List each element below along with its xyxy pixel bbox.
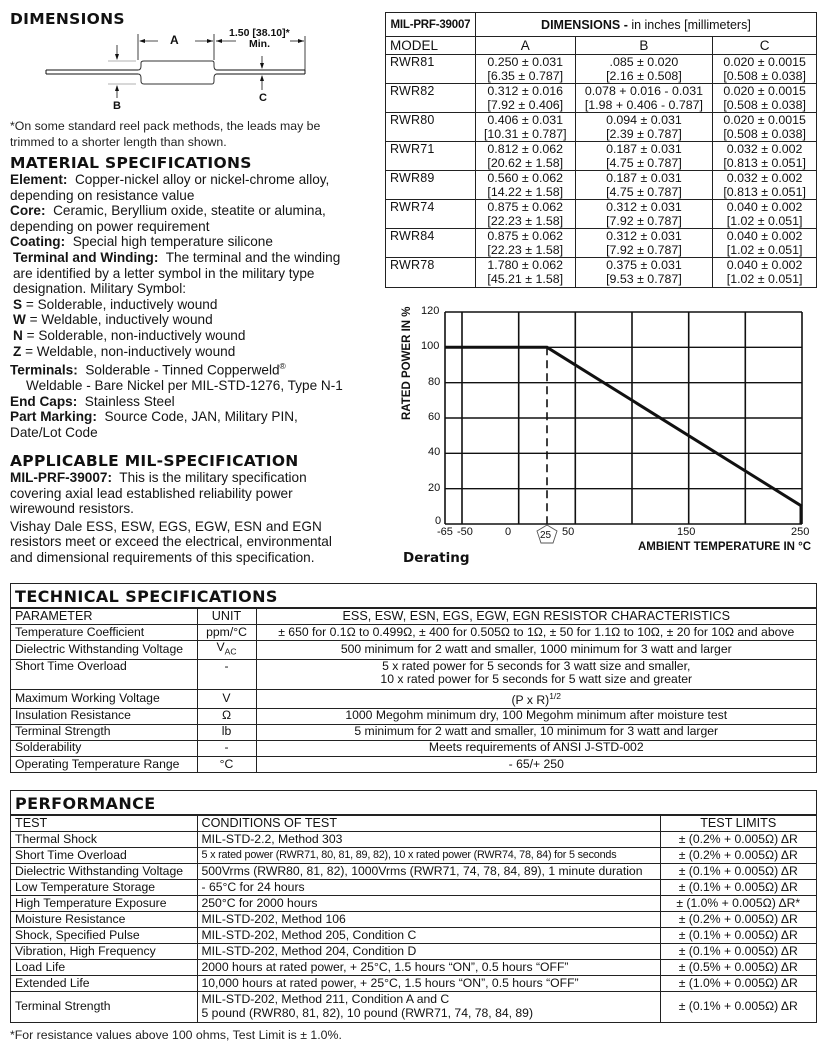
terminal-winding-value: The terminal and the winding (165, 249, 341, 265)
value-superscript: 1/2 (549, 690, 562, 701)
dim-mm: [0.508 ± 0.038] (723, 68, 806, 83)
part-marking-cont: Date/Lot Code (10, 425, 98, 441)
dim-inches: 0.312 ± 0.031 (606, 200, 682, 214)
dim-c-cell (713, 55, 817, 84)
dim-mm: [22.23 ± 1.58] (487, 242, 564, 257)
material-specs-body (10, 172, 380, 441)
condition-cell: MIL-STD-2.2, Method 303 (197, 832, 660, 848)
dim-label-lead-min: Min. (249, 38, 270, 50)
test-cell: Short Time Overload (11, 848, 197, 864)
x-tick: 0 (505, 526, 512, 538)
model-cell: RWR89 (386, 171, 476, 200)
table-row (386, 200, 817, 229)
table-row (11, 976, 816, 992)
model-cell: RWR82 (386, 84, 476, 113)
symbol-desc: = Solderable, non-inductively wound (26, 327, 246, 343)
chart-title: Derating (403, 550, 470, 566)
value-cell: 500 minimum for 2 watt and smaller, 1000 minimum for 3 watt and larger (256, 641, 816, 660)
dim-b-cell (575, 113, 713, 142)
column-header-parameter: PARAMETER (11, 609, 197, 625)
unit-cell: Ω (197, 708, 256, 724)
dim-label-lead-length: 1.50 [38.10]* (229, 27, 290, 39)
table-header-row (11, 609, 816, 625)
material-specs-title: MATERIAL SPECIFICATIONS (10, 154, 252, 172)
dim-b-cell (575, 84, 713, 113)
part-marking-value: Source Code, JAN, Military PIN, (104, 409, 298, 425)
terminal-winding-label: Terminal and Winding: (13, 249, 159, 265)
column-header-model: MODEL (386, 37, 476, 55)
value-text: (P x R) (511, 693, 550, 707)
parameter-cell: Maximum Working Voltage (11, 689, 197, 708)
mil-spec-body (10, 470, 380, 566)
dim-a-cell (475, 84, 575, 113)
dim-inches: 0.020 ± 0.0015 (723, 55, 806, 69)
dim-mm: [45.21 ± 1.58] (487, 271, 564, 286)
dim-inches: 0.250 ± 0.031 (487, 55, 564, 69)
model-cell: RWR81 (386, 55, 476, 84)
dim-inches: 0.040 ± 0.002 (726, 229, 803, 243)
unit-cell: V (197, 689, 256, 708)
resistor-outline-icon (40, 28, 340, 113)
mil-spec-text: resistors meet or exceed the electrical, environmental (10, 534, 332, 550)
dim-inches: 0.187 ± 0.031 (606, 142, 682, 156)
dimensions-table (385, 12, 817, 288)
limit-cell: ± (0.2% + 0.005Ω) ΔR (660, 848, 816, 864)
dim-mm: [14.22 ± 1.58] (487, 184, 564, 199)
dimensions-note-line: trimmed to a shorter length than shown. (10, 135, 227, 149)
condition-cell: 10,000 hours at rated power, + 25°C, 1.5 hours “ON”, 0.5 hours “OFF” (197, 976, 660, 992)
model-cell: RWR80 (386, 113, 476, 142)
dim-inches: 0.040 ± 0.002 (726, 200, 803, 214)
unit-subscript: AC (224, 646, 237, 657)
dim-inches: 0.312 ± 0.031 (606, 229, 682, 243)
condition-cell: 5 x rated power (RWR71, 80, 81, 89, 82), 10 x rated power (RWR74, 78, 84) for 5 seconds (197, 848, 660, 864)
y-tick: 120 (421, 305, 440, 317)
element-value-cont: depending on resistance value (10, 187, 195, 203)
terminal-winding-cont: designation. Military Symbol: (13, 281, 187, 297)
registered-mark: ® (279, 361, 286, 372)
value-cell (256, 689, 816, 708)
parameter-cell: Insulation Resistance (11, 708, 197, 724)
parameter-cell: Dielectric Withstanding Voltage (11, 641, 197, 660)
dim-label-b: B (113, 100, 121, 112)
dim-mm: [4.75 ± 0.787] (606, 184, 682, 199)
symbol-desc: = Solderable, inductively wound (25, 296, 218, 312)
performance-table (10, 790, 817, 1023)
limit-cell: ± (0.2% + 0.005Ω) ΔR (660, 832, 816, 848)
technical-specs-title: TECHNICAL SPECIFICATIONS (11, 584, 816, 608)
dim-inches: 0.875 ± 0.062 (487, 229, 564, 243)
limit-cell: ± (0.2% + 0.005Ω) ΔR (660, 912, 816, 928)
resistor-dimension-diagram (40, 28, 340, 113)
x-tick: 150 (677, 526, 696, 538)
parameter-cell: Terminal Strength (11, 724, 197, 740)
value-cell: 1000 Megohm minimum dry, 100 Megohm minimum after moisture test (256, 708, 816, 724)
derating-plot (390, 300, 822, 572)
element-label: Element: (10, 172, 68, 187)
technical-specs-table (10, 583, 817, 773)
limit-cell: ± (0.1% + 0.005Ω) ΔR (660, 992, 816, 1022)
limit-cell: ± (0.1% + 0.005Ω) ΔR (660, 880, 816, 896)
dim-c-cell (713, 113, 817, 142)
table-row (11, 740, 816, 756)
x-axis-label: AMBIENT TEMPERATURE IN °C (638, 541, 812, 553)
dim-inches: 0.812 ± 0.062 (487, 142, 564, 156)
value-line: 10 x rated power for 5 seconds for 5 watt size and greater (380, 672, 693, 687)
dim-inches: .085 ± 0.020 (609, 55, 679, 69)
terminal-winding-cont: are identified by a letter symbol in the military type (13, 265, 315, 281)
test-cell: Extended Life (11, 976, 197, 992)
dim-inches: 0.078 + 0.016 - 0.031 (584, 84, 703, 98)
table-row (11, 864, 816, 880)
dim-c-cell (713, 258, 817, 288)
table-row (11, 960, 816, 976)
dim-mm: [1.02 ± 0.051] (726, 242, 803, 257)
dim-inches: 0.560 ± 0.062 (487, 171, 564, 185)
condition-line: MIL-STD-202, Method 211, Condition A and C (201, 992, 450, 1007)
table-row (11, 625, 816, 641)
dim-inches: 0.040 ± 0.002 (726, 258, 803, 272)
table-header-row (11, 816, 816, 832)
dim-inches: 0.187 ± 0.031 (606, 171, 682, 185)
dim-mm: [1.02 ± 0.051] (726, 213, 803, 228)
test-cell: Dielectric Withstanding Voltage (11, 864, 197, 880)
performance-footnote: *For resistance values above 100 ohms, Test Limit is ± 1.0%. (10, 1028, 342, 1042)
table-row (386, 55, 817, 84)
mil-spec-title: APPLICABLE MIL-SPECIFICATION (10, 452, 299, 470)
dim-c-cell (713, 84, 817, 113)
table-row (11, 641, 816, 660)
dim-c-cell (713, 200, 817, 229)
y-tick: 0 (435, 515, 442, 527)
dim-mm: [2.16 ± 0.508] (606, 68, 682, 83)
condition-cell: 2000 hours at rated power, + 25°C, 1.5 hours “ON”, 0.5 hours “OFF” (197, 960, 660, 976)
test-cell: Shock, Specified Pulse (11, 928, 197, 944)
y-tick: 80 (428, 376, 441, 388)
table-row (386, 142, 817, 171)
test-cell: Vibration, High Frequency (11, 944, 197, 960)
x-tick: 50 (562, 526, 575, 538)
limit-cell: ± (0.1% + 0.005Ω) ΔR (660, 864, 816, 880)
dim-mm: [20.62 ± 1.58] (487, 155, 564, 170)
table-row (11, 928, 816, 944)
limit-cell: ± (0.5% + 0.005Ω) ΔR (660, 960, 816, 976)
unit-cell (197, 641, 256, 660)
part-marking-label: Part Marking: (10, 409, 97, 425)
column-header-test: TEST (11, 816, 197, 832)
dim-c-cell (713, 229, 817, 258)
table-row (386, 229, 817, 258)
value-cell: 5 minimum for 2 watt and smaller, 10 minimum for 3 watt and larger (256, 724, 816, 740)
dim-c-cell (713, 142, 817, 171)
test-cell: Moisture Resistance (11, 912, 197, 928)
condition-cell: MIL-STD-202, Method 106 (197, 912, 660, 928)
limit-cell: ± (0.1% + 0.005Ω) ΔR (660, 944, 816, 960)
dim-inches: 0.094 ± 0.031 (606, 113, 682, 127)
dim-mm: [7.92 ± 0.787] (606, 213, 682, 228)
table-row (11, 689, 816, 708)
end-caps-label: End Caps: (10, 393, 78, 409)
dim-b-cell (575, 229, 713, 258)
dim-mm: [9.53 ± 0.787] (606, 271, 682, 286)
symbol-item (13, 328, 380, 344)
performance-title: PERFORMANCE (11, 791, 816, 815)
dim-inches: 0.020 ± 0.0015 (723, 84, 806, 98)
dimensions-note-line: *On some standard reel pack methods, the leads may be (10, 119, 321, 133)
dimensions-note (10, 118, 320, 150)
y-tick: 40 (428, 446, 441, 458)
mil-spec-label: MIL-PRF-39007: (10, 470, 112, 485)
unit-cell: ppm/°C (197, 625, 256, 641)
dim-label-c: C (259, 92, 267, 104)
end-caps-value: Stainless Steel (84, 393, 175, 409)
dim-b-cell (575, 200, 713, 229)
parameter-cell: Temperature Coefficient (11, 625, 197, 641)
limit-cell: ± (0.1% + 0.005Ω) ΔR (660, 928, 816, 944)
symbol-item (13, 312, 380, 328)
test-cell: High Temperature Exposure (11, 896, 197, 912)
dim-table-heading-units: in inches [millimeters] (627, 17, 751, 32)
table-row (11, 944, 816, 960)
dim-inches: 0.020 ± 0.0015 (723, 113, 806, 127)
symbol-item (13, 297, 380, 313)
dim-inches: 0.375 ± 0.031 (606, 258, 682, 272)
symbol-desc: = Weldable, non-inductively wound (25, 343, 236, 359)
table-row (11, 896, 816, 912)
condition-line: 5 pound (RWR80, 81, 82), 10 pound (RWR71, 74, 78, 84, 89) (201, 1005, 534, 1020)
column-header-unit: UNIT (197, 609, 256, 625)
parameter-cell: Solderability (11, 740, 197, 756)
dim-a-cell (475, 171, 575, 200)
value-cell: - 65/+ 250 (256, 756, 816, 772)
derating-chart (390, 300, 822, 572)
symbol-code: Z (13, 343, 22, 359)
condition-cell (197, 992, 660, 1022)
element-value: Copper-nickel alloy or nickel-chrome alloy, (74, 172, 330, 187)
value-line: 5 x rated power for 5 seconds for 3 watt size and smaller, (382, 658, 691, 673)
dim-a-cell (475, 258, 575, 288)
limit-cell: ± (1.0% + 0.005Ω) ΔR* (660, 896, 816, 912)
column-header-conditions: CONDITIONS OF TEST (197, 816, 660, 832)
test-cell: Thermal Shock (11, 832, 197, 848)
symbol-item (13, 344, 380, 360)
dim-b-cell (575, 258, 713, 288)
condition-cell: MIL-STD-202, Method 205, Condition C (197, 928, 660, 944)
terminals-label: Terminals: (10, 362, 78, 378)
dim-a-cell (475, 200, 575, 229)
value-cell: Meets requirements of ANSI J-STD-002 (256, 740, 816, 756)
dim-a-cell (475, 229, 575, 258)
dim-b-cell (575, 55, 713, 84)
x-tick: 250 (791, 526, 810, 538)
condition-cell: MIL-STD-202, Method 204, Condition D (197, 944, 660, 960)
coating-label: Coating: (10, 234, 66, 250)
test-cell: Terminal Strength (11, 992, 197, 1022)
dim-table-spec: MIL-PRF-39007 (386, 13, 476, 37)
x-tick: -50 (457, 526, 473, 538)
limit-cell: ± (1.0% + 0.005Ω) ΔR (660, 976, 816, 992)
terminals-value-cont: Weldable - Bare Nickel per MIL-STD-1276, Type N-1 (26, 378, 343, 394)
y-tick: 100 (421, 340, 440, 352)
value-cell: ± 650 for 0.1Ω to 0.499Ω, ± 400 for 0.505Ω to 1Ω, ± 50 for 1.1Ω to 10Ω, ± 20 for 10Ω and above (256, 625, 816, 641)
dim-mm: [7.92 ± 0.787] (606, 242, 682, 257)
dim-mm: [7.92 ± 0.406] (487, 97, 564, 112)
dim-inches: 0.875 ± 0.062 (487, 200, 564, 214)
unit-cell: - (197, 659, 256, 689)
condition-cell: 500Vrms (RWR80, 81, 82), 1000Vrms (RWR71, 74, 78, 84, 89), 1 minute duration (197, 864, 660, 880)
table-row (386, 171, 817, 200)
dim-mm: [0.813 ± 0.051] (723, 155, 806, 170)
mil-spec-text: wirewound resistors. (10, 501, 134, 517)
table-row (386, 113, 817, 142)
dimensions-title: DIMENSIONS (10, 10, 125, 28)
model-cell: RWR78 (386, 258, 476, 288)
dim-mm: [0.813 ± 0.051] (723, 184, 806, 199)
dim-inches: 0.032 ± 0.002 (726, 142, 803, 156)
table-row (386, 84, 817, 113)
table-row (11, 992, 816, 1022)
unit-cell: lb (197, 724, 256, 740)
table-row (11, 880, 816, 896)
symbol-code: N (13, 327, 23, 343)
model-cell: RWR74 (386, 200, 476, 229)
table-row (11, 724, 816, 740)
table-row (11, 708, 816, 724)
dim-label-a: A (170, 33, 179, 47)
model-cell: RWR71 (386, 142, 476, 171)
dim-mm: [10.31 ± 0.787] (483, 126, 567, 141)
mil-spec-text: covering axial lead established reliability power (10, 485, 293, 501)
mil-spec-text: and dimensional requirements of this specification. (10, 549, 315, 565)
dim-inches: 0.406 ± 0.031 (487, 113, 564, 127)
condition-cell: 250°C for 2000 hours (197, 896, 660, 912)
table-row (11, 848, 816, 864)
mil-spec-text: Vishay Dale ESS, ESW, EGS, EGW, ESN and EGN (10, 518, 322, 534)
dim-mm: [2.39 ± 0.787] (606, 126, 682, 141)
condition-cell: - 65°C for 24 hours (197, 880, 660, 896)
test-cell: Load Life (11, 960, 197, 976)
value-cell (256, 659, 816, 689)
dim-a-cell (475, 113, 575, 142)
table-row (386, 258, 817, 288)
dim-a-cell (475, 142, 575, 171)
core-value-cont: depending on power requirement (10, 218, 210, 234)
coating-value: Special high temperature silicone (72, 234, 273, 250)
dim-mm: [22.23 ± 1.58] (487, 213, 564, 228)
table-row (11, 832, 816, 848)
unit-cell: - (197, 740, 256, 756)
dim-c-cell (713, 171, 817, 200)
parameter-cell: Short Time Overload (11, 659, 197, 689)
y-tick: 20 (428, 482, 441, 494)
column-header-c: C (713, 37, 817, 55)
dim-mm: [4.75 ± 0.787] (606, 155, 682, 170)
core-value: Ceramic, Beryllium oxide, steatite or alumina, (53, 203, 326, 219)
dim-table-heading (475, 13, 816, 37)
symbol-desc: = Weldable, inductively wound (29, 312, 213, 328)
column-header-a: A (475, 37, 575, 55)
dim-mm: [0.508 ± 0.038] (723, 97, 806, 112)
dim-mm: [6.35 ± 0.787] (487, 68, 564, 83)
unit-cell: °C (197, 756, 256, 772)
terminals-value: Solderable - Tinned Copperweld (85, 362, 280, 378)
dim-table-heading-bold: DIMENSIONS - (541, 17, 628, 32)
symbol-code: S (13, 296, 23, 312)
dim-b-cell (575, 142, 713, 171)
table-row (11, 659, 816, 689)
dim-mm: [1.98 + 0.406 - 0.787] (584, 97, 703, 112)
y-axis-label: RATED POWER IN % (401, 306, 413, 420)
dim-mm: [0.508 ± 0.038] (723, 126, 806, 141)
dim-mm: [1.02 ± 0.051] (726, 271, 803, 286)
dim-inches: 1.780 ± 0.062 (487, 258, 564, 272)
column-header-b: B (575, 37, 713, 55)
dim-inches: 0.312 ± 0.016 (487, 84, 564, 98)
column-header-characteristics: ESS, ESW, ESN, EGS, EGW, EGN RESISTOR CHARACTERISTICS (256, 609, 816, 625)
x-tick: -65 (437, 526, 453, 538)
dim-a-cell (475, 55, 575, 84)
y-tick: 60 (428, 411, 441, 423)
core-label: Core: (10, 203, 46, 219)
mil-spec-text: This is the military specification (119, 470, 307, 485)
symbol-code: W (13, 312, 26, 328)
dim-inches: 0.032 ± 0.002 (726, 171, 803, 185)
model-cell: RWR84 (386, 229, 476, 258)
test-cell: Low Temperature Storage (11, 880, 197, 896)
parameter-cell: Operating Temperature Range (11, 756, 197, 772)
x-tick-marker-25: 25 (540, 530, 552, 541)
dim-b-cell (575, 171, 713, 200)
column-header-limits: TEST LIMITS (660, 816, 816, 832)
unit-text: V (216, 640, 225, 654)
table-row (11, 756, 816, 772)
table-row (11, 912, 816, 928)
